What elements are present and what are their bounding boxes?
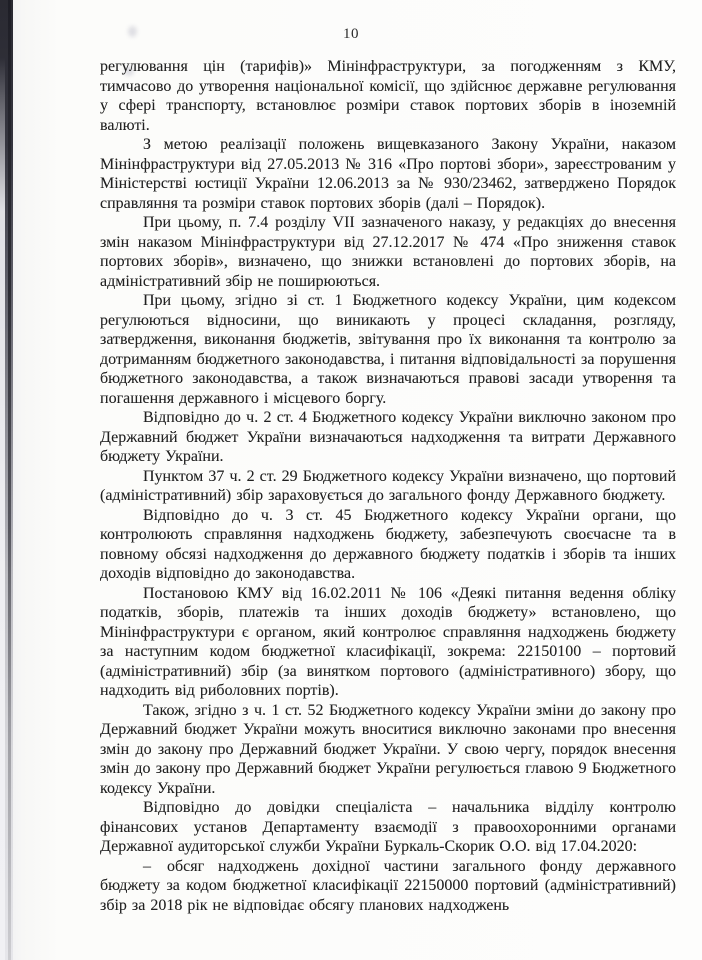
page-number: 10: [343, 26, 359, 42]
paragraph-list-item: – обсяг надходжень дохідної частини загального фонду державного бюджету за кодом бюджетної класифікації 22150000 портовий (адміністративний) збір за 2018 рік не відповідає обсягу планових надходжень: [100, 857, 676, 914]
paragraph: Також, згідно з ч. 1 ст. 52 Бюджетного кодексу України зміни до закону про Державний бюджет України можуть вноситися виключно законами про внесення змін до закону про Державний бюджет України. У свою чергу, порядок внесення змін до закону про Державний бюджет України регулюється главою 9 Бюджетного кодексу України.: [100, 701, 676, 797]
paragraph: Відповідно до довідки спеціаліста – начальника відділу контролю фінансових установ Департаменту взаємодії з правоохоронними органами Державної аудиторської служби України Буркаль-Скорик О.О. від 17.04.2020:: [100, 799, 676, 855]
paragraph: З метою реалізації положень вищевказаного Закону України, наказом Мінінфраструктури від 27.05.2013 № 316 «Про портові збори», зареєстрованим у Міністерстві юстиції України 12.06.2013 за № 930/23462, затверджено Порядок справляння та розміри ставок портових зборів (далі – Порядок).: [100, 136, 676, 212]
scan-edge-highlight: [0, 0, 5, 960]
paragraph: Відповідно до ч. 3 ст. 45 Бюджетного кодексу України органи, що контролюють справляння надходжень бюджету, забезпечують своєчасне та в повному обсязі надходження до державного бюджету податків і зборів та інших доходів відповідно до законодавства.: [100, 506, 676, 582]
paragraph: регулювання цін (тарифів)» Мінінфраструктури, за погодженням з КМУ, тимчасово до утворення національної комісії, що здійснює державне регулювання у сфері транспорту, встановлює розміри ставок портових зборів в іноземній валюті.: [100, 58, 676, 134]
paragraph: При цьому, згідно зі ст. 1 Бюджетного кодексу України, цим кодексом регулюються відносини, що виникають у процесі складання, розгляду, затвердження, виконання бюджетів, звітування про їх виконання та контролю за дотриманням бюджетного законодавства, і питання відповідальності за порушення бюджетного законодавства, а також визначаються правові засади утворення та погашення державного і місцевого боргу.: [100, 292, 676, 407]
paragraph: Пунктом 37 ч. 2 ст. 29 Бюджетного кодексу України визначено, що портовий (адміністративний) збір зараховується до загального фонду Державного бюджету.: [100, 467, 676, 504]
scan-edge-line: [8, 0, 11, 960]
paragraph: При цьому, п. 7.4 розділу VII зазначеного наказу, у редакціях до внесення змін наказом Мінінфраструктури від 27.12.2017 № 474 «Про зниження ставок портових зборів», визначено, що знижки встановлені до портових зборів, на адміністративний збір не поширюються.: [100, 214, 676, 290]
paragraph: Постановою КМУ від 16.02.2011 № 106 «Деякі питання ведення обліку податків, зборів, платежів та інших доходів бюджету» встановлено, що Мінінфраструктури є органом, який контролює справляння надходжень бюджету за наступним кодом бюджетної класифікації, зокрема: 22150100 – портовий (адміністративний) збір (за винятком портового (адміністративного) збору, що надходить від риболовних портів).: [100, 584, 676, 699]
paragraph: Відповідно до ч. 2 ст. 4 Бюджетного кодексу України виключно законом про Державний бюджет України визначаються надходження та витрати Державного бюджету України.: [100, 409, 676, 465]
page-body: [100, 57, 676, 915]
